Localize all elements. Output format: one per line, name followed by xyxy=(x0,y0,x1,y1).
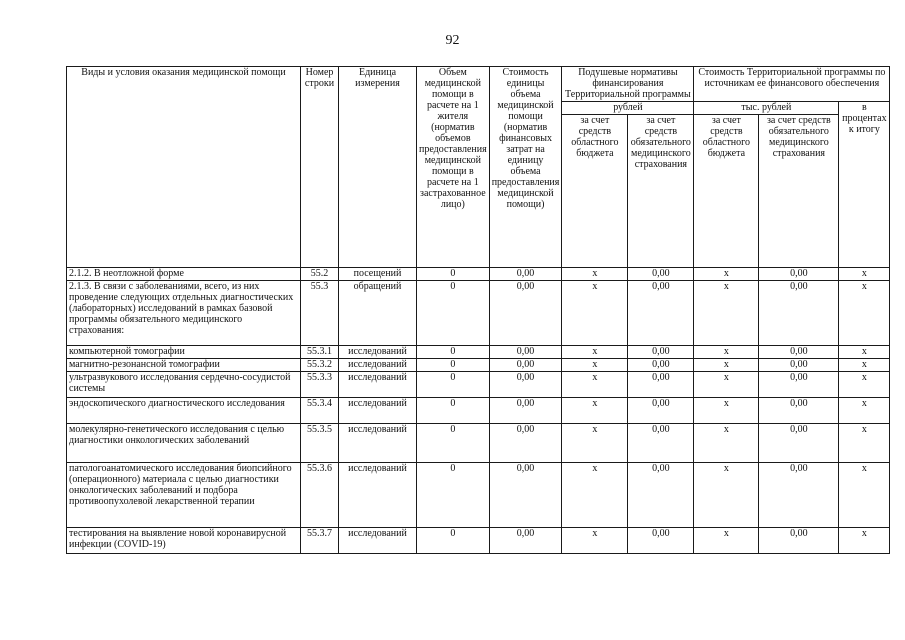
row-name: тестирования на выявление новой коронавирусной инфекции (COVID-19) xyxy=(67,528,301,554)
header-budget: за счет средств областного бюджета xyxy=(562,115,628,268)
row-percent: х xyxy=(839,359,890,372)
table-row xyxy=(67,268,890,281)
row-number: 55.3.1 xyxy=(301,346,339,359)
row-cost: 0,00 xyxy=(489,398,562,424)
row-number: 55.3.3 xyxy=(301,372,339,398)
row-budget-cost: х xyxy=(694,372,759,398)
row-oms: 0,00 xyxy=(628,372,694,398)
row-budget-cost: х xyxy=(694,398,759,424)
row-volume: 0 xyxy=(417,359,490,372)
row-percent: х xyxy=(839,528,890,554)
row-budget: х xyxy=(562,398,628,424)
row-oms: 0,00 xyxy=(628,281,694,346)
header-budget-cost: за счет средств областного бюджета xyxy=(694,115,759,268)
row-budget-cost: х xyxy=(694,424,759,463)
row-oms-cost: 0,00 xyxy=(759,372,839,398)
row-name: 2.1.3. В связи с заболеваниями, всего, из них проведение следующих отдельных диагностических (лабораторных) исследований в рамках базовой программы обязательного медицинского страхования: xyxy=(67,281,301,346)
row-volume: 0 xyxy=(417,281,490,346)
row-cost: 0,00 xyxy=(489,372,562,398)
table-row xyxy=(67,346,890,359)
table-row xyxy=(67,398,890,424)
row-name: эндоскопического диагностического исследования xyxy=(67,398,301,424)
row-oms-cost: 0,00 xyxy=(759,528,839,554)
row-volume: 0 xyxy=(417,528,490,554)
row-percent: х xyxy=(839,372,890,398)
header-percent-total: в процентах к итогу xyxy=(839,102,890,268)
row-percent: х xyxy=(839,346,890,359)
header-volume: Объем медицинской помощи в расчете на 1 жителя (норматив объемов предоставления медицинской помощи в расчете на 1 застрахованное лицо) xyxy=(417,67,490,268)
row-percent: х xyxy=(839,268,890,281)
table-row xyxy=(67,372,890,398)
row-unit: исследований xyxy=(339,372,417,398)
row-name: компьютерной томографии xyxy=(67,346,301,359)
row-volume: 0 xyxy=(417,268,490,281)
row-number: 55.3.6 xyxy=(301,463,339,528)
row-budget: х xyxy=(562,268,628,281)
header-per-capita-normatives: Подушевые нормативы финансирования Территориальной программы xyxy=(562,67,694,102)
row-number: 55.3.5 xyxy=(301,424,339,463)
row-oms-cost: 0,00 xyxy=(759,346,839,359)
row-budget-cost: х xyxy=(694,528,759,554)
row-volume: 0 xyxy=(417,398,490,424)
row-volume: 0 xyxy=(417,424,490,463)
row-cost: 0,00 xyxy=(489,359,562,372)
row-oms: 0,00 xyxy=(628,463,694,528)
row-unit: исследований xyxy=(339,346,417,359)
row-oms-cost: 0,00 xyxy=(759,268,839,281)
row-percent: х xyxy=(839,424,890,463)
row-oms-cost: 0,00 xyxy=(759,359,839,372)
row-number: 55.3.2 xyxy=(301,359,339,372)
row-budget-cost: х xyxy=(694,268,759,281)
row-name: молекулярно-генетического исследования с целью диагностики онкологических заболеваний xyxy=(67,424,301,463)
header-thousand-rubles: тыс. рублей xyxy=(694,102,839,115)
page-number: 92 xyxy=(445,33,460,48)
header-oms: за счет средств обязательного медицинского страхования xyxy=(628,115,694,268)
row-oms-cost: 0,00 xyxy=(759,424,839,463)
row-budget: х xyxy=(562,346,628,359)
row-unit: исследований xyxy=(339,528,417,554)
header-program-cost: Стоимость Территориальной программы по источникам ее финансового обеспечения xyxy=(694,67,890,102)
row-oms: 0,00 xyxy=(628,528,694,554)
row-name: магнитно-резонансной томографии xyxy=(67,359,301,372)
row-unit: исследований xyxy=(339,424,417,463)
table-row xyxy=(67,359,890,372)
row-number: 55.3.7 xyxy=(301,528,339,554)
row-oms: 0,00 xyxy=(628,359,694,372)
row-name: 2.1.2. В неотложной форме xyxy=(67,268,301,281)
row-cost: 0,00 xyxy=(489,528,562,554)
header-kind-of-care: Виды и условия оказания медицинской помощи xyxy=(67,67,301,268)
row-volume: 0 xyxy=(417,463,490,528)
row-name: ультразвукового исследования сердечно-сосудистой системы xyxy=(67,372,301,398)
row-cost: 0,00 xyxy=(489,281,562,346)
row-volume: 0 xyxy=(417,346,490,359)
row-oms-cost: 0,00 xyxy=(759,398,839,424)
row-number: 55.2 xyxy=(301,268,339,281)
row-oms-cost: 0,00 xyxy=(759,281,839,346)
row-budget: х xyxy=(562,528,628,554)
row-oms: 0,00 xyxy=(628,398,694,424)
header-row-number: Номер строки xyxy=(301,67,339,268)
row-budget: х xyxy=(562,372,628,398)
row-percent: х xyxy=(839,463,890,528)
table-row xyxy=(67,281,890,346)
row-budget-cost: х xyxy=(694,281,759,346)
row-percent: х xyxy=(839,398,890,424)
row-oms: 0,00 xyxy=(628,346,694,359)
row-unit: обращений xyxy=(339,281,417,346)
header-unit: Единица измерения xyxy=(339,67,417,268)
row-volume: 0 xyxy=(417,372,490,398)
table-row xyxy=(67,528,890,554)
row-oms-cost: 0,00 xyxy=(759,463,839,528)
row-budget-cost: х xyxy=(694,346,759,359)
row-cost: 0,00 xyxy=(489,424,562,463)
row-name: патологоанатомического исследования биопсийного (операционного) материала с целью диагностики онкологических заболеваний и подбора противоопухолевой лекарственной терапии xyxy=(67,463,301,528)
row-budget: х xyxy=(562,424,628,463)
row-oms: 0,00 xyxy=(628,424,694,463)
row-number: 55.3 xyxy=(301,281,339,346)
row-budget: х xyxy=(562,281,628,346)
row-budget-cost: х xyxy=(694,463,759,528)
row-cost: 0,00 xyxy=(489,268,562,281)
row-budget-cost: х xyxy=(694,359,759,372)
row-percent: х xyxy=(839,281,890,346)
row-unit: исследований xyxy=(339,398,417,424)
row-number: 55.3.4 xyxy=(301,398,339,424)
table-row xyxy=(67,463,890,528)
table-row xyxy=(67,424,890,463)
header-unit-cost: Стоимость единицы объема медицинской помощи (норматив финансовых затрат на единицу объема предоставления медицинской помощи) xyxy=(489,67,562,268)
row-unit: посещений xyxy=(339,268,417,281)
row-cost: 0,00 xyxy=(489,463,562,528)
header-oms-cost: за счет средств обязательного медицинского страхования xyxy=(759,115,839,268)
row-budget: х xyxy=(562,463,628,528)
row-cost: 0,00 xyxy=(489,346,562,359)
row-budget: х xyxy=(562,359,628,372)
row-unit: исследований xyxy=(339,463,417,528)
financing-table xyxy=(66,66,890,554)
header-rubles: рублей xyxy=(562,102,694,115)
row-unit: исследований xyxy=(339,359,417,372)
row-oms: 0,00 xyxy=(628,268,694,281)
